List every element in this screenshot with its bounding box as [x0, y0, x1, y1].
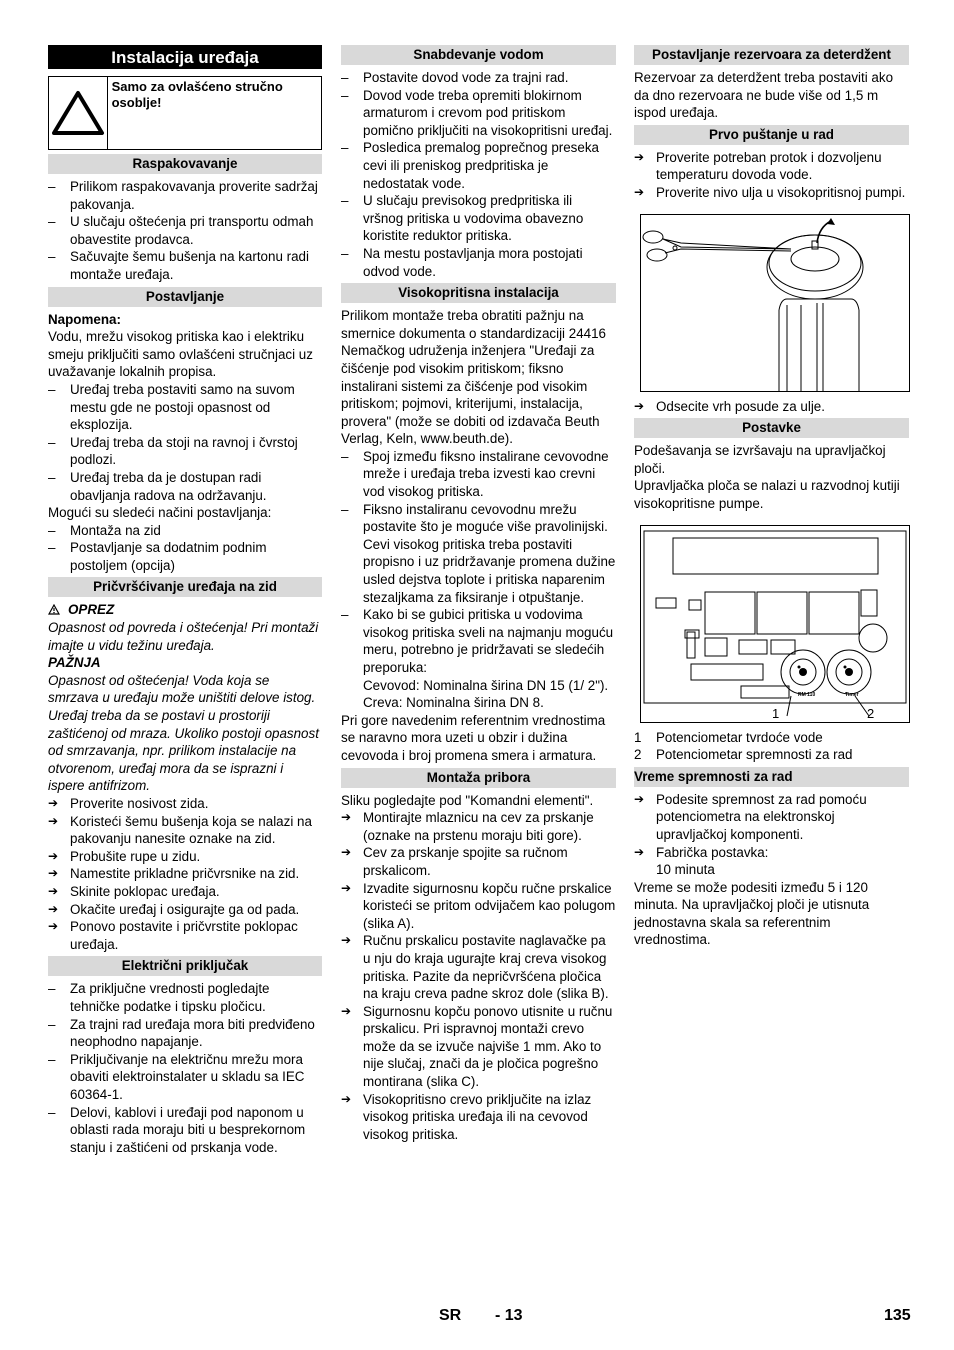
list-item: ➔ Cev za prskanje spojite sa ručnom prskalicom.	[341, 844, 616, 879]
oprez-label	[48, 601, 322, 619]
heading-vreme: Vreme spremnosti za rad	[634, 767, 909, 787]
warning-text: Samo za ovlašćeno stručno osoblje!	[111, 79, 283, 110]
list-item: ➔ Proverite nivo ulja u visokopritisnoj pumpi.	[634, 184, 909, 202]
heading-montaza: Montaža pribora	[341, 768, 616, 788]
vreme-text: Vreme se može podesiti između 5 i 120 minuta. Na upravljačkoj ploči je utisnuta jednostavna skala sa referentnim vrednostima.	[634, 879, 870, 948]
list-prvo-after	[634, 398, 909, 416]
list-item: – Montaža na zid	[48, 522, 322, 540]
list-item: ➔ Skinite poklopac uređaja.	[48, 883, 322, 901]
paznja-label: PAŽNJA	[48, 655, 101, 671]
list-item: – Postavite dovod vode za trajni rad.	[341, 69, 616, 87]
list-item: ➔ Probušite rupe u zidu.	[48, 848, 322, 866]
heading-elektricni: Električni priključak	[48, 956, 322, 976]
list-item-text: Kako bi se gubici pritiska u vodovima visokog pritiska sveli na najmanju moguću meru, potrebno je pridržavati se sledećih preporuka:	[363, 607, 614, 675]
paznja-text: Uređaj treba da se postavi u prostoriji zaštićenoj od mraza. Ukoliko postoji opasnost od smrzavanja, npr. prilikom instalacije na otvorenom, uređaj mora da se isprazni i ispere antifrizom.	[48, 708, 319, 794]
heading-zid: Pričvršćivanje uređaja na zid	[48, 577, 322, 597]
note-label: Napomena:	[48, 311, 121, 327]
list-item-text: Fabrička postavka:	[656, 844, 769, 860]
figure-label-timer: Timer	[845, 691, 859, 698]
heading-postavljanje: Postavljanje	[48, 287, 322, 307]
recommendation-hose: Creva: Nominalna širina DN 8.	[363, 695, 544, 711]
legend-item	[634, 746, 909, 764]
footer-language: SR	[439, 1307, 462, 1324]
column-1	[48, 45, 322, 1156]
list-item: ➔ Ponovo postavite i pričvrstite poklopac uređaja.	[48, 918, 322, 953]
list-item: – U slučaju oštećenja pri transportu odmah obavestite prodavca.	[48, 213, 322, 248]
list-item: – Za trajni rad uređaja mora biti predviđeno neophodno napajanje.	[48, 1016, 322, 1051]
list-raspakovavanje	[48, 178, 322, 284]
list-item: – Posledica premalog poprečnog preseka cevi ili preniskog predpritiska je nedostatak vode.	[341, 139, 616, 192]
heading-rezervoar: Postavljanje rezervoara za deterdžent	[634, 45, 909, 65]
heading-snabdevanje: Snabdevanje vodom	[341, 45, 616, 65]
list-item: ➔ Proverite potreban protok i dozvoljenu temperaturu dovoda vode.	[634, 149, 909, 184]
heading-raspakovavanje: Raspakovavanje	[48, 154, 322, 174]
legend-text: Potenciometar tvrdoće vode	[656, 729, 823, 745]
list-item: ➔ Visokopritisno crevo priključite na izlaz visokog pritiska uređaja ili na cevovod visokog pritiska.	[341, 1091, 616, 1144]
list-item: – Spoj između fiksno instalirane cevovodne mreže i uređaja treba izvesti kao crevni vod visokog pritiska.	[341, 448, 616, 501]
factory-value: 10 minuta	[656, 862, 715, 878]
list-item: – Fiksno instaliranu cevovodnu mrežu postavite što je moguće više pravolinijski. Cevi visokog pritiska treba postaviti propisno i uz pridržavanje promena dužine usled dejstva toplote i pritiska naparenim stezaljkama za fiksiranje i otpuštanje.	[341, 501, 616, 607]
list-item: ➔ Ručnu prskalicu postavite naglavačke pa u nju do kraja ugurajte kraj creva visokog pritiska. Pazite da nepričvršćena pločica na kraju creva padne skroz dole (slika B).	[341, 932, 616, 1002]
list-item: – Prilikom raspakovavanja proverite sadržaj pakovanja.	[48, 178, 322, 213]
list-prvo-steps	[634, 149, 909, 202]
warning-box	[48, 76, 322, 150]
column-3	[634, 45, 909, 949]
list-visokopritisna	[341, 448, 616, 712]
visokopritisna-outro: Pri gore navedenim referentnim vrednostima se naravno mora uzeti u obzir i dužina cevovoda i broj promena smera i armatura.	[341, 712, 606, 763]
oil-container-illustration	[641, 215, 909, 391]
visokopritisna-intro: Prilikom montaže treba obratiti pažnju na smernice dokumenta o standardizaciji 24416 Nemačkog udruženja inženjera "Uređaji za čišćenje pod visokim pritiskom; fiksno instalirani sistemi za čišćenje pod visokim pritiskom; pojmovi, kriterijumi, instalacija, provera" (može se dobiti od izdavača Beuth Verlag, Keln, www.beuth.de).	[341, 308, 606, 447]
postavke-text: Podešavanja se izvršavaju na upravljačkoj ploči.	[634, 443, 886, 476]
heading-visokopritisna: Visokopritisna instalacija	[341, 283, 616, 303]
list-item: ➔ Podesite spremnost za rad pomoću potenciometra na elektronskoj upravljačkoj komponenti.	[634, 791, 909, 844]
heading-postavke: Postavke	[634, 418, 909, 438]
figure-callout-2: 2	[867, 705, 875, 721]
note-text: Vodu, mrežu visokog pritiska kao i elektriku smeju priključiti samo ovlašćeni stručnjaci uz uvažavanje lokalnih propisa.	[48, 329, 313, 380]
list-item: – Priključivanje na električnu mrežu mora obaviti elektroinstalater u skladu sa IEC 60364-1.	[48, 1051, 322, 1104]
list-item: ➔ Namestite prikladne pričvrsnike na zid.	[48, 865, 322, 883]
list-postavljanje	[48, 381, 322, 504]
figure-callout-1: 1	[772, 705, 780, 721]
footer-local-page: - 13	[495, 1307, 523, 1324]
list-elektricni	[48, 980, 322, 1156]
list-vreme-steps	[634, 791, 909, 879]
list-item: – Uređaj treba postaviti samo na suvom mestu gde ne postoji opasnost od eksplozija.	[48, 381, 322, 434]
list-item: – Uređaj treba da je dostupan radi obavljanja radova na održavanju.	[48, 469, 322, 504]
list-snabdevanje	[341, 69, 616, 280]
recommendation-pipe: Cevovod: Nominalna širina DN 15 (1/ 2").	[363, 677, 609, 693]
control-board-figure	[640, 525, 910, 723]
list-options	[48, 522, 322, 575]
page-title: Instalacija uređaja	[48, 45, 322, 69]
list-item	[341, 606, 616, 712]
figure-label-rm: RM 110	[798, 691, 816, 698]
list-item: ➔ Odsecite vrh posude za ulje.	[634, 398, 909, 416]
legend-item	[634, 729, 909, 747]
rezervoar-text: Rezervoar za deterdžent treba postaviti ako da dno rezervoara ne bude više od 1,5 m ispod uređaja.	[634, 70, 894, 121]
options-intro: Mogući su sledeći načini postavljanja:	[48, 505, 272, 521]
list-item: – U slučaju previsokog predpritiska ili vršnog pritiska u vodovima obavezno koristite reduktor pritiska.	[341, 192, 616, 245]
list-item	[634, 844, 909, 879]
list-item: ➔ Koristeći šemu bušenja koja se nalazi na pakovanju nanesite oznake na zid.	[48, 813, 322, 848]
list-zid-steps	[48, 795, 322, 953]
legend-text: Potenciometar spremnosti za rad	[656, 747, 853, 763]
list-item: – Za priključne vrednosti pogledajte tehničke podatke i tipsku pločicu.	[48, 980, 322, 1015]
paznja-text: Opasnost od oštećenja! Voda koja se smrzava u uređaju može uništiti delove istog.	[48, 672, 316, 706]
list-item: – Postavljanje sa dodatnim podnim postoljem (opcija)	[48, 539, 322, 574]
list-item: ➔ Montirajte mlaznicu na cev za prskanje (oznake na prstenu moraju biti gore).	[341, 809, 616, 844]
montaza-intro: Sliku pogledajte pod "Komandni elementi".	[341, 792, 594, 808]
warning-triangle-icon	[49, 77, 108, 149]
oprez-label-text: OPREZ	[68, 602, 115, 618]
oprez-text: Opasnost od povreda i oštećenja! Pri montaži imajte u vidu težinu uređaja.	[48, 620, 319, 653]
caution-icon	[48, 604, 60, 615]
figure-legend	[634, 729, 909, 764]
legend-number: 1	[634, 729, 642, 745]
heading-prvo: Prvo puštanje u rad	[634, 125, 909, 145]
column-2	[341, 45, 616, 1143]
control-board-illustration	[641, 526, 909, 722]
list-item: – Sačuvajte šemu bušenja na kartonu radi montaže uređaja.	[48, 248, 322, 283]
list-item: ➔ Okačite uređaj i osigurajte ga od pada.	[48, 901, 322, 919]
list-montaza-steps	[341, 809, 616, 1143]
list-item: – Na mestu postavljanja mora postojati odvod vode.	[341, 245, 616, 280]
list-item: – Uređaj treba da stoji na ravnoj i čvrstoj podlozi.	[48, 434, 322, 469]
list-item: ➔ Proverite nosivost zida.	[48, 795, 322, 813]
footer-page-number: 135	[884, 1307, 911, 1324]
list-item: – Delovi, kablovi i uređaji pod naponom u oblasti rada moraju biti u besprekornom stanju i zaštićeni od prskanja vode.	[48, 1104, 322, 1157]
list-item: ➔ Sigurnosnu kopču ponovo utisnite u ručnu prskalicu. Pri ispravnoj montaži crevo može da se izvuče najviše 1 mm. Ako to nije slučaj, znači da je pločica pogrešno montirana (slika C).	[341, 1003, 616, 1091]
oil-container-figure	[640, 214, 910, 392]
list-item: ➔ Izvadite sigurnosnu kopču ručne prskalice koristeći se pritom odvijačem kao polugom (slika A).	[341, 880, 616, 933]
legend-number: 2	[634, 747, 642, 763]
list-item: – Dovod vode treba opremiti blokirnom armaturom i crevom pod pritiskom pomično priključiti na visokopritisni uređaj.	[341, 87, 616, 140]
postavke-text: Upravljačka ploča se nalazi u razvodnoj kutiji visokopritisne pumpe.	[634, 478, 900, 511]
